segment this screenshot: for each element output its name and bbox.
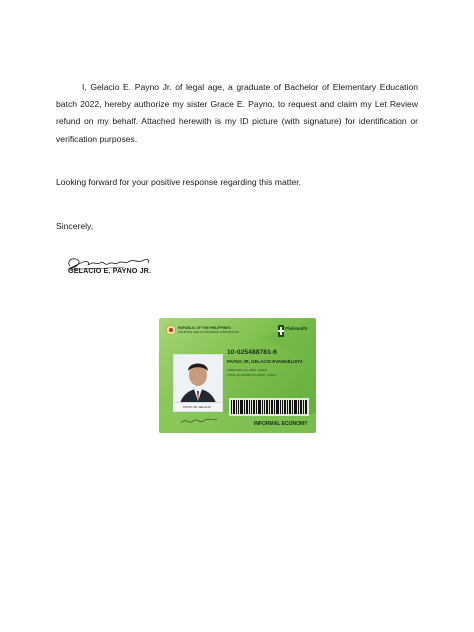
barcode <box>229 398 309 416</box>
holder-name: PAYNO JR, GELACIO EVANGELISTA <box>227 359 303 364</box>
philippine-seal-icon <box>166 325 176 335</box>
issuer-line-2: PHILIPPINE HEALTH INSURANCE CORPORATION <box>178 331 239 334</box>
id-number: 10-025488781-6 <box>227 349 277 356</box>
issuer-line-1: REPUBLIC OF THE PHILIPPINES <box>178 326 231 330</box>
holder-detail-1: FEBRUARY 16, 2000 - MALE <box>227 368 267 372</box>
membership-category: INFORMAL ECONOMY <box>254 421 308 427</box>
philhealth-id-card <box>159 318 316 433</box>
card-signature <box>179 413 219 429</box>
holder-detail-2: ZONE 3P ROMBLON ROAD, ALBAY <box>227 373 277 377</box>
authorization-paragraph: I, Gelacio E. Payno Jr. of legal age, a graduate of Bachelor of Elementary Education batch 2022, hereby authorize my sister Grace E. Payno, to request and claim my Let Review refund on my behalf. Attached herewith is my ID picture (with signature) for identification or verification purposes. <box>56 82 418 144</box>
signer-name: GELACIO E. PAYNO JR. <box>68 266 152 275</box>
closing-salutation: Sincerely, <box>56 221 94 231</box>
photo-caption-strip <box>173 402 221 411</box>
closing-remark-paragraph: Looking forward for your positive response regarding this matter. <box>56 177 302 187</box>
photo-caption: PAYNO JR, GELACIO <box>183 405 211 409</box>
philhealth-brand: PhilHealth <box>285 326 308 331</box>
